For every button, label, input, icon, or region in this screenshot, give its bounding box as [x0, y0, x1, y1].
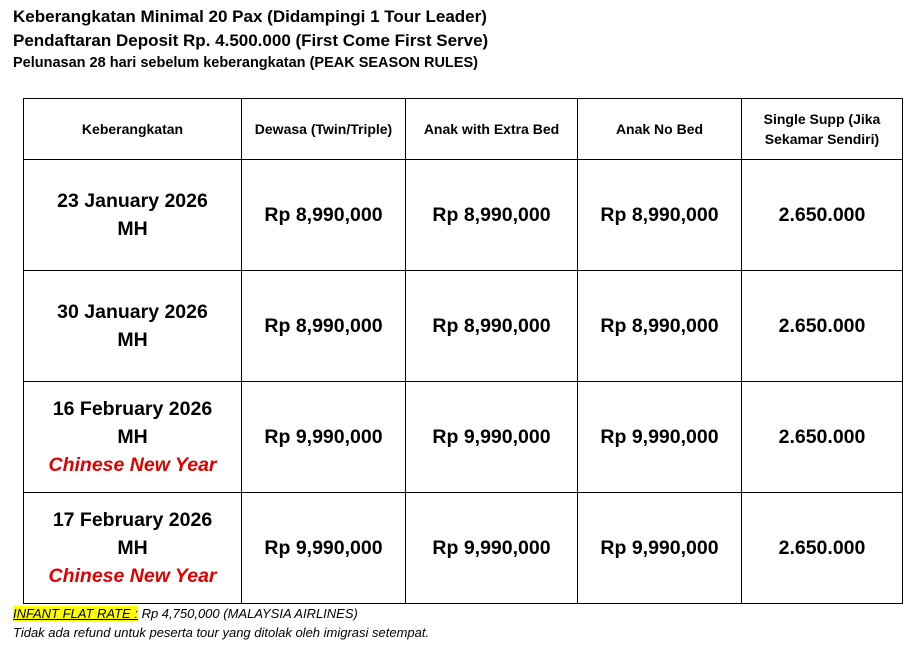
adult-price: Rp 9,990,000	[242, 382, 406, 493]
table-header-row	[24, 99, 903, 160]
adult-price: Rp 9,990,000	[242, 493, 406, 604]
child-no-bed-price: Rp 9,990,000	[578, 382, 742, 493]
child-extra-bed-price: Rp 9,990,000	[406, 493, 578, 604]
departure-date: 16 February 2026	[52, 398, 213, 420]
single-supp-price: 2.650.000	[742, 382, 903, 493]
col-header-departure: Keberangkatan	[24, 99, 242, 160]
child-no-bed-price: Rp 8,990,000	[578, 160, 742, 271]
child-extra-bed-price: Rp 8,990,000	[406, 271, 578, 382]
departure-cell	[24, 160, 242, 271]
child-no-bed-price: Rp 8,990,000	[578, 271, 742, 382]
table-row	[24, 160, 903, 271]
departure-cell	[24, 271, 242, 382]
col-header-adult: Dewasa (Twin/Triple)	[242, 99, 406, 160]
min-pax-line: Keberangkatan Minimal 20 Pax (Didampingi 1 Tour Leader)	[13, 7, 487, 26]
single-supp-price: 2.650.000	[742, 493, 903, 604]
holiday-note: Chinese New Year	[48, 565, 217, 587]
departure-cell	[24, 382, 242, 493]
table-row	[24, 271, 903, 382]
infant-rate-value: Rp 4,750,000 (MALAYSIA AIRLINES)	[137, 606, 358, 621]
payment-line: Pelunasan 28 hari sebelum keberangkatan (PEAK SEASON RULES)	[13, 55, 478, 71]
document-footer	[13, 604, 429, 642]
departure-date: 30 January 2026	[57, 301, 208, 323]
airline-code: MH	[117, 329, 148, 351]
deposit-line: Pendaftaran Deposit Rp. 4.500.000 (First Come First Serve)	[13, 31, 489, 50]
adult-price: Rp 8,990,000	[242, 160, 406, 271]
infant-rate-label: INFANT FLAT RATE :	[13, 606, 138, 621]
adult-price: Rp 8,990,000	[242, 271, 406, 382]
airline-code: MH	[117, 426, 148, 448]
holiday-note: Chinese New Year	[48, 454, 217, 476]
single-supp-price: 2.650.000	[742, 271, 903, 382]
departure-date: 23 January 2026	[57, 190, 208, 212]
table-row	[24, 382, 903, 493]
airline-code: MH	[117, 218, 148, 240]
departure-cell	[24, 493, 242, 604]
airline-code: MH	[117, 537, 148, 559]
single-supp-price: 2.650.000	[742, 160, 903, 271]
col-header-single-supp: Single Supp (Jika Sekamar Sendiri)	[742, 99, 903, 160]
table-row	[24, 493, 903, 604]
child-no-bed-price: Rp 9,990,000	[578, 493, 742, 604]
col-header-child-extra-bed: Anak with Extra Bed	[406, 99, 578, 160]
child-extra-bed-price: Rp 8,990,000	[406, 160, 578, 271]
refund-note: Tidak ada refund untuk peserta tour yang ditolak oleh imigrasi setempat.	[13, 625, 430, 640]
child-extra-bed-price: Rp 9,990,000	[406, 382, 578, 493]
departure-date: 17 February 2026	[52, 509, 213, 531]
document-header	[13, 5, 488, 74]
price-table	[23, 98, 903, 604]
col-header-child-no-bed: Anak No Bed	[578, 99, 742, 160]
infant-rate-line	[13, 604, 429, 623]
